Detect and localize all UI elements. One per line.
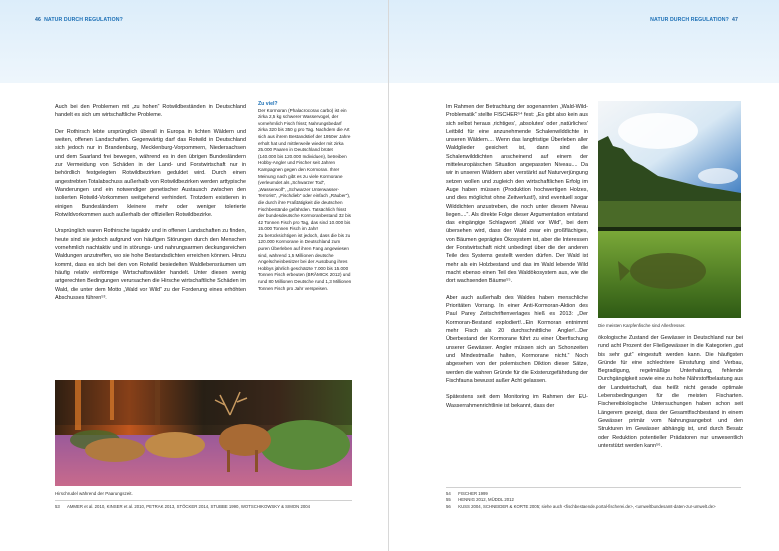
paragraph: Der Rothirsch lebte ursprünglich überall in Europa in lichten Wäldern und weiten, offenen Landschaften. Gegenwärtig darf das Rotwild in Deutschland sich jedoch nur in Brandenburg, Mecklenburg-Vorpommern, Niedersachsen und dem Saarland frei bewegen, während es in den übrigen Bundesländern zur Vermeidung von Schäden in der Land- und Forstwirtschaft nur in behördlich festgelegten Rotwildbezirken geduldet wird. Durch einen angestrebten Totalabschuss außerhalb von Rotwildbezirken werden arttypische Wanderungen und ein notwendiger genetischer Austausch zwischen den isolierten Rotwild-Vorkommen weitgehend verhindert. Trotzdem existieren in einigen Bundesländern kleinere mehr oder weniger tolerierte Rotwildvorkommen auch außerhalb der offiziellen Rotwildbezirke. [55, 128, 246, 218]
footnotes-left [55, 504, 310, 510]
paragraph: Ursprünglich waren Rothirsche tagaktiv und in offenen Landschaften zu finden, heute sind sie jedoch aufgrund von häufigen Störungen durch den Menschen vornehmlich nachtaktiv und in störungs- und nahrungsarmen deckungsreichen Waldungen anzutreffen, wo sie hohe Bestandsdichten erreichen können. Hinzu kommt, dass es sich bei den von Rotwild besiedelten Waldlebensräumen um häufig relativ einförmige Wirtschaftswälder handelt. Unter diesen wenig artgerechten Bedingungen verursachen die Hirsche wirtschaftliche Schäden im Wald, die unter dem Motto „Wald vor Wild“ zu der Forderung eines erhöhten Abschusses führen⁵³. [55, 228, 246, 301]
footnote-text: HENNIG 2012, MÜDDL 2012 [458, 497, 514, 503]
sidebar-paragraph: Zu berücksichtigen ist jedoch, dass die bis zu 120.000 Kormorane in Deutschland zum puren Überleben auf ihren Fang angewiesen sind, während 1,5 Millionen deutsche Angelscheinbesitzer bei der Ausübung ihres Hobbys jährlich geschätzte 7.000 bis 15.000 Tonnen Fisch erbeuten (BRÄMICK 2012) und rund 80 Millionen Deutsche rund 1,3 Millionen Tonnen Fisch pro Jahr verspeisen. [258, 232, 352, 291]
footnote [446, 504, 716, 510]
text-column-2 [598, 334, 743, 458]
footnote-divider [55, 500, 352, 501]
footnote-number: 53 [55, 504, 60, 509]
sidebar-box [258, 101, 352, 292]
header-band [389, 0, 779, 83]
page-number: 47 [732, 17, 738, 23]
left-page [0, 0, 389, 551]
footnote-number: 56 [446, 503, 451, 509]
paragraph: Im Rahmen der Betrachtung der sogenannten „Wald-Wild-Problematik“ stellte FISCHER⁵⁴ fest: „Es gibt also kein aus sich selbst heraus ‚richtiges‘, ‚absolutes‘ oder ‚natürliches‘ Leitbild für eine anzunehmende Schalenwilddichte in unseren Wäldern.... Wenn das langfristige Überleben aller Waldglieder gesichert ist, dann sind die Schalenwilddichten anscheinend auf einem der mitteleuropäischen Situation angepassten Niveau.... Da wir in unseren Wäldern aber verstärkt auf Naturverjüngung setzen wollen und zugleich den wirtschaftlichen Erfolg im Auge haben müssen (Produktion hochwertigen Holzes, und dies möglichst ohne Zeitverlust!), sind eventuell sogar Wilddichten anzustreben, die noch unter diesem Niveau liegen....“. Als direkte Folge dieser Argumentation entstand das eingängige Schlagwort „Wald vor Wild“, bei dem übersehen wird, dass der Wald zwar ein großflächiges, von Bäumen geprägtes Ökosystem ist, aber die Interessen der Forstwirtschaft nicht unbedingt über die der anderen Teile des Systems gestellt werden dürfen. Der Wald ist mehr als ein Holzbestand und das im Wald lebende Wild macht ebenso einen Teil des Waldökosystem aus, wie die dort wachsenden Bäume⁵⁵. [446, 104, 588, 285]
deer-photo-image [55, 380, 352, 486]
running-head-right [650, 17, 738, 23]
footnote-number: 54 [446, 491, 451, 496]
deer-photo [55, 380, 352, 486]
carp-photo-image [598, 101, 741, 318]
running-head-left [35, 17, 123, 23]
paragraph: Aber auch außerhalb des Waldes haben menschliche Prioritäten Vorrang. In einer Anti-Kormoran-Aktion des Paul Parey Zeitschriftenverlages hieß es 2013: „Der Kormoran-Bestand explodiert!...Ein Kormoran entnimmt mehr Fisch als 20 durchschnittliche Angler!...Der Überbestand der Kormorane führt zu einer Überfischung unserer Gewässer. Angler müssen sich an Schonzeiten und Mindestmaße halten, Kormorane nicht.“ Noch abgesehen von der polemischen Diktion dieser Sätze, werden die wahren Gründe für die Existenzgefährdung der Fischfauna bewusst außer Acht gelassen. [446, 294, 588, 384]
header-band [0, 0, 388, 83]
footnote-text: FISCHER 1999 [458, 491, 488, 496]
carp-photo-caption: Die meisten Karpfenfische sind Allesfresser. [598, 323, 686, 328]
running-head-title: NATUR DURCH REGULATION? [44, 17, 123, 23]
running-head-title: NATUR DURCH REGULATION? [650, 17, 729, 23]
footnotes-right [446, 491, 716, 510]
sidebar-paragraph: Der Kormoran (Phalacrocorax carbo) ist ein zirka 2,5 kg schwerer Wasservogel, der vornehmlich Fisch frisst; Nahrungsbedarf zirka 320 bis 350 g pro Tag. Nachdem die Art sich aus ihrem Bestandstief der 1950er Jahre erholt hat und mittlerweile wieder mit zirka 25.000 Paaren in Deutschland brütet (140.000 bis 120.000 Individuen), betreiben Hobby-Angler und Fischer seit Jahren Kampagnen gegen den Kormoran. Ihrer Meinung nach gibt es zu viele Kormorane (verleumdet als „Schwarzer Tod“, „Wasserwolf“, „Schwarzer Unterwasser-Terrorist“, „Fischdieb“ oder einfach „Räuber“), die durch ihre Fraßtätigkeit die deutschen Fischbestände gefährden. Tatsächlich frisst der bundesdeutsche Kormoranbestand 32 bis 42 Tonnen Fisch pro Tag, das sind 10.000 bis 15.000 Tonnen Fisch im Jahr! [258, 107, 351, 232]
paragraph: Auch bei den Problemen mit „zu hohen“ Rotwildbeständen in Deutschland handelt es sich um wirtschaftliche Probleme. [55, 104, 246, 119]
paragraph: Spätestens seit dem Monitoring im Rahmen der EU-Wasserrahmenrichtlinie ist bekannt, dass der [446, 394, 588, 409]
page-number: 46 [35, 17, 41, 23]
footnote-text: KUSS 2004, SCHNEIDER & KORTE 2005; siehe auch <fischbestaende.portal-fischerei.de>, <umweltbundesamt-daten-zur-umwelt.de> [458, 503, 716, 509]
footnote [55, 504, 310, 510]
deer-photo-caption: Hirschrudel während der Paarungszeit. [55, 491, 133, 496]
footnote-number: 55 [446, 497, 451, 503]
right-page [389, 0, 779, 551]
sidebar-title: Zu viel? [258, 101, 278, 107]
footnote-divider [446, 487, 741, 488]
carp-photo [598, 101, 741, 318]
paragraph: ökologische Zustand der Gewässer in Deutschland nur bei rund acht Prozent der Fließgewässer in die Kategorien „gut bis sehr gut“ eingestuft werden kann. Die häufigsten Gründe für eine schlechtere Einstufung sind Verbau, Begradigung, regelmäßige Unterhaltung, fehlende Durchgängigkeit sowie eine zu hohe Nährstoffbelastung aus der Landwirtschaft, das heißt nicht gerade optimale Lebensbedingungen für die meisten Fischarten. Fischereibiologische Untersuchungen haben schon seit Längerem gezeigt, dass der Gesamtfischbestand in einem Gewässer primär vom Nahrungsangebot und den Strukturen im Gewässer abhängig ist, und durch Besatz oder Reduktion potentieller Prädatoren nur unwesentlich unterstützt werden kann⁵⁶. [598, 335, 743, 449]
footnote-text: AMMER et al. 2010, KINSER et al. 2010, PETRAK 2013, STÖCKER 2014, STUBBE 1990, WOTSCHIKOWSKY & SIMON 2004 [66, 504, 310, 509]
text-column-1 [446, 103, 588, 418]
main-text-column [55, 103, 246, 310]
